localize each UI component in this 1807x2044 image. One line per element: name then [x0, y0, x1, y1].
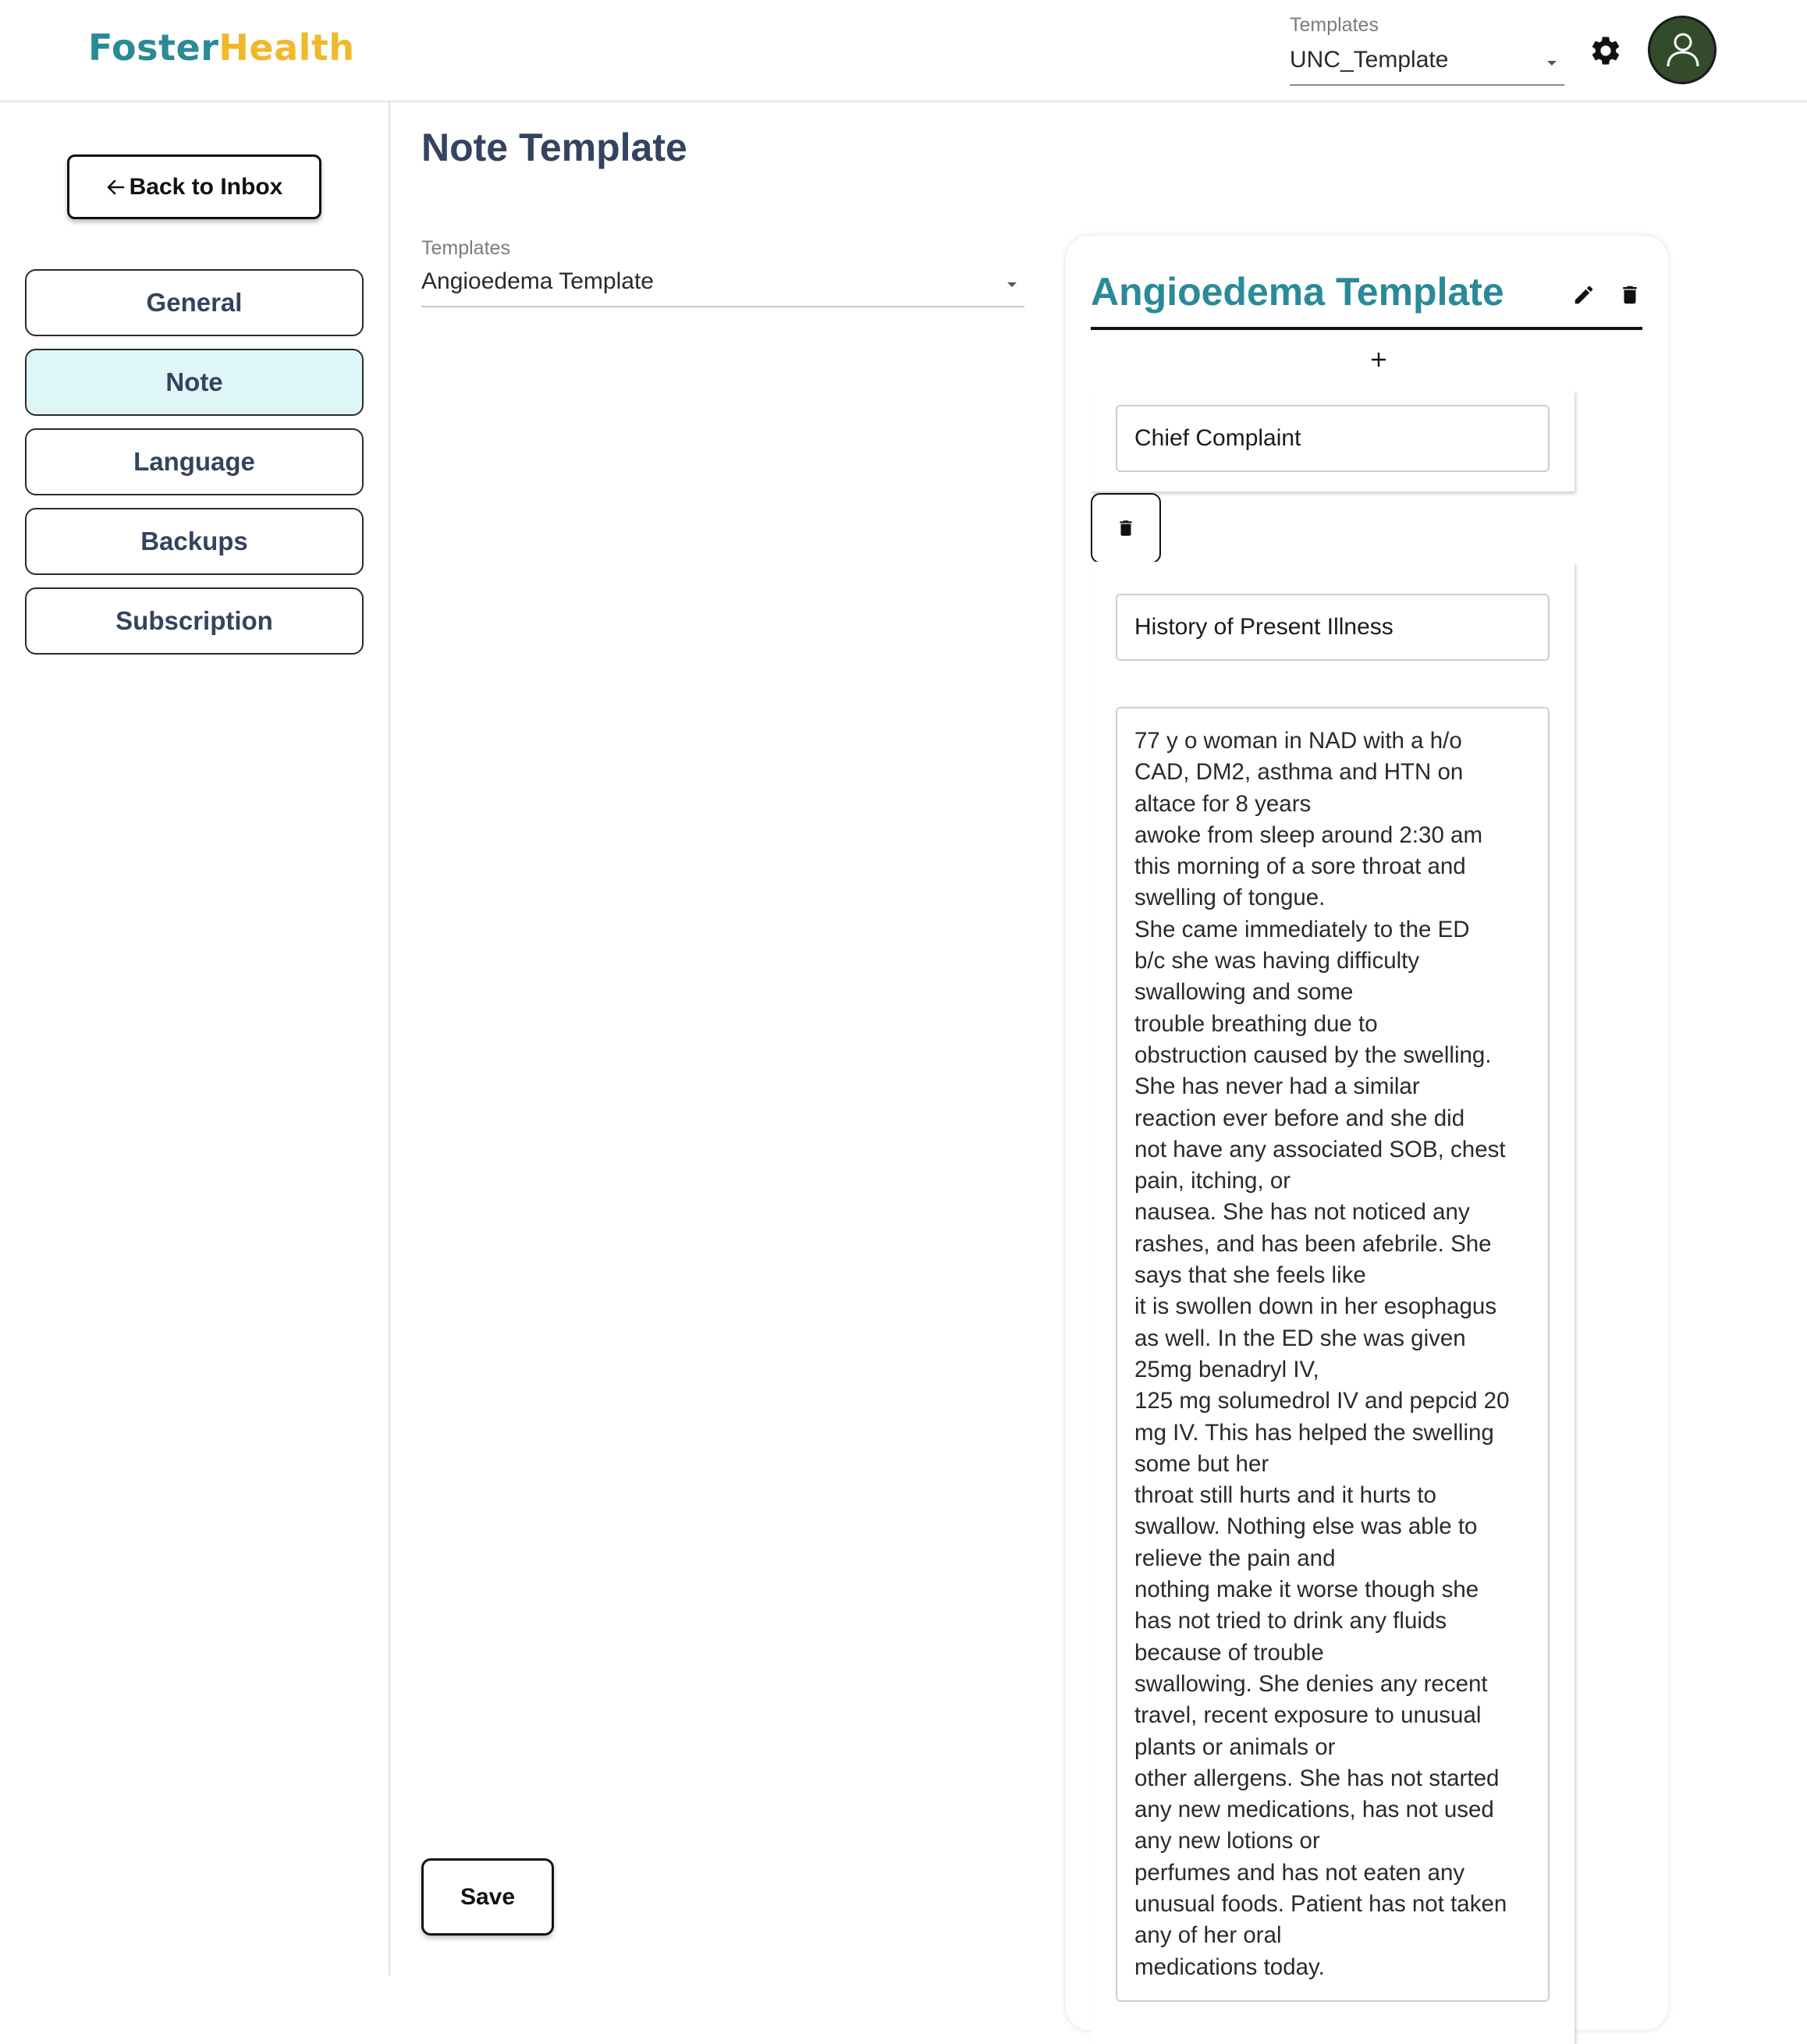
text-line: some but her: [1134, 1450, 1269, 1477]
text-line: 25mg benadryl IV,: [1134, 1356, 1319, 1382]
brand-logo-part1: Foster: [88, 27, 219, 69]
text-line: swallowing. She denies any recent: [1134, 1670, 1488, 1697]
text-line: nausea. She has not noticed any: [1134, 1199, 1470, 1226]
text-line: trouble breathing due to: [1134, 1010, 1378, 1037]
sidebar-item-label: Note: [165, 367, 223, 396]
template-title-divider: [1091, 327, 1642, 330]
text-line: altace for 8 years: [1134, 790, 1312, 817]
header-template-select-label: Templates: [1290, 14, 1379, 36]
save-button-label: Save: [460, 1883, 516, 1910]
text-line: CAD, DM2, asthma and HTN on: [1134, 759, 1464, 786]
text-line: nothing make it worse though she: [1134, 1577, 1479, 1603]
text-line: rashes, and has been afebrile. She: [1134, 1230, 1492, 1257]
add-section-icon[interactable]: [1369, 348, 1389, 371]
sidebar-item-subscription[interactable]: [25, 587, 364, 655]
header-template-select[interactable]: [1290, 14, 1564, 86]
sidebar-item-language[interactable]: [25, 428, 364, 495]
section-content-textarea[interactable]: [1116, 707, 1550, 2002]
text-line: swelling of tongue.: [1134, 885, 1326, 911]
sidebar-divider: [389, 102, 390, 1975]
text-line: swallow. Nothing else was able to: [1134, 1513, 1478, 1540]
template-select-label: Templates: [421, 237, 510, 259]
text-line: awoke from sleep around 2:30 am: [1134, 822, 1483, 848]
sidebar-item-label: Language: [133, 447, 255, 476]
edit-icon[interactable]: [1572, 283, 1596, 311]
sidebar-item-label: General: [146, 288, 243, 317]
save-button[interactable]: [421, 1858, 554, 1936]
template-card-title: Angioedema Template: [1091, 270, 1504, 314]
brand-logo[interactable]: [88, 27, 355, 69]
text-line: b/c she was having difficulty: [1134, 948, 1420, 974]
text-line: any new medications, has not used: [1134, 1797, 1494, 1823]
text-line: swallowing and some: [1134, 979, 1354, 1006]
text-line: because of trouble: [1134, 1639, 1324, 1666]
text-line: relieve the pain and: [1134, 1545, 1336, 1571]
brand-logo-part2: Health: [218, 27, 355, 69]
template-select[interactable]: [421, 237, 1024, 307]
select-underline: [421, 306, 1024, 307]
arrow-left-icon: [106, 179, 125, 196]
text-line: says that she feels like: [1134, 1262, 1366, 1289]
text-line: any new lotions or: [1134, 1828, 1320, 1854]
template-select-value: Angioedema Template: [421, 268, 654, 294]
text-line: 125 mg solumedrol IV and pepcid 20: [1134, 1388, 1510, 1414]
delete-section-button[interactable]: [1091, 493, 1161, 563]
section-title-input[interactable]: [1116, 594, 1550, 661]
trash-icon: [1116, 518, 1136, 538]
sidebar-item-label: Backups: [140, 527, 248, 555]
section-title-value: History of Present Illness: [1134, 614, 1393, 640]
text-line: any of her oral: [1134, 1922, 1282, 1949]
app-header: [0, 0, 1807, 102]
text-line: 77 y o woman in NAD with a h/o: [1134, 728, 1462, 754]
text-line: travel, recent exposure to unusual: [1134, 1702, 1482, 1729]
text-line: as well. In the ED she was given: [1134, 1325, 1466, 1351]
select-underline: [1290, 84, 1564, 86]
text-line: not have any associated SOB, chest: [1134, 1136, 1506, 1162]
text-line: reaction ever before and she did: [1134, 1105, 1465, 1131]
sidebar-item-note[interactable]: [25, 349, 364, 416]
text-line: pain, itching, or: [1134, 1168, 1291, 1194]
gear-icon[interactable]: [1589, 34, 1623, 68]
section-title-input[interactable]: [1116, 405, 1550, 472]
text-line: perfumes and has not eaten any: [1134, 1859, 1465, 1886]
chevron-down-icon: [1007, 282, 1017, 287]
back-to-inbox-label: Back to Inbox: [129, 173, 283, 200]
page-title: Note Template: [421, 126, 687, 169]
user-avatar[interactable]: [1648, 16, 1716, 84]
user-icon: [1666, 32, 1700, 68]
text-line: mg IV. This has helped the swelling: [1134, 1419, 1494, 1446]
text-line: obstruction caused by the swelling.: [1134, 1042, 1492, 1068]
back-to-inbox-button[interactable]: [67, 154, 321, 219]
sidebar-item-general[interactable]: [25, 269, 364, 336]
text-line: this morning of a sore throat and: [1134, 853, 1466, 880]
text-line: She has never had a similar: [1134, 1073, 1420, 1100]
chevron-down-icon: [1547, 61, 1557, 66]
sidebar-item-backups[interactable]: [25, 508, 364, 575]
text-line: unusual foods. Patient has not taken: [1134, 1890, 1507, 1917]
text-line: She came immediately to the ED: [1134, 916, 1470, 942]
trash-icon[interactable]: [1618, 283, 1642, 311]
text-line: other allergens. She has not started: [1134, 1765, 1500, 1791]
section-title-value: Chief Complaint: [1134, 425, 1301, 451]
text-line: it is swollen down in her esophagus: [1134, 1293, 1497, 1320]
header-template-select-value: UNC_Template: [1290, 47, 1449, 73]
text-line: throat still hurts and it hurts to: [1134, 1482, 1436, 1509]
sidebar-item-label: Subscription: [115, 606, 273, 635]
text-line: plants or animals or: [1134, 1733, 1336, 1760]
text-line: has not tried to drink any fluids: [1134, 1608, 1447, 1634]
text-line: medications today.: [1134, 1954, 1325, 1980]
